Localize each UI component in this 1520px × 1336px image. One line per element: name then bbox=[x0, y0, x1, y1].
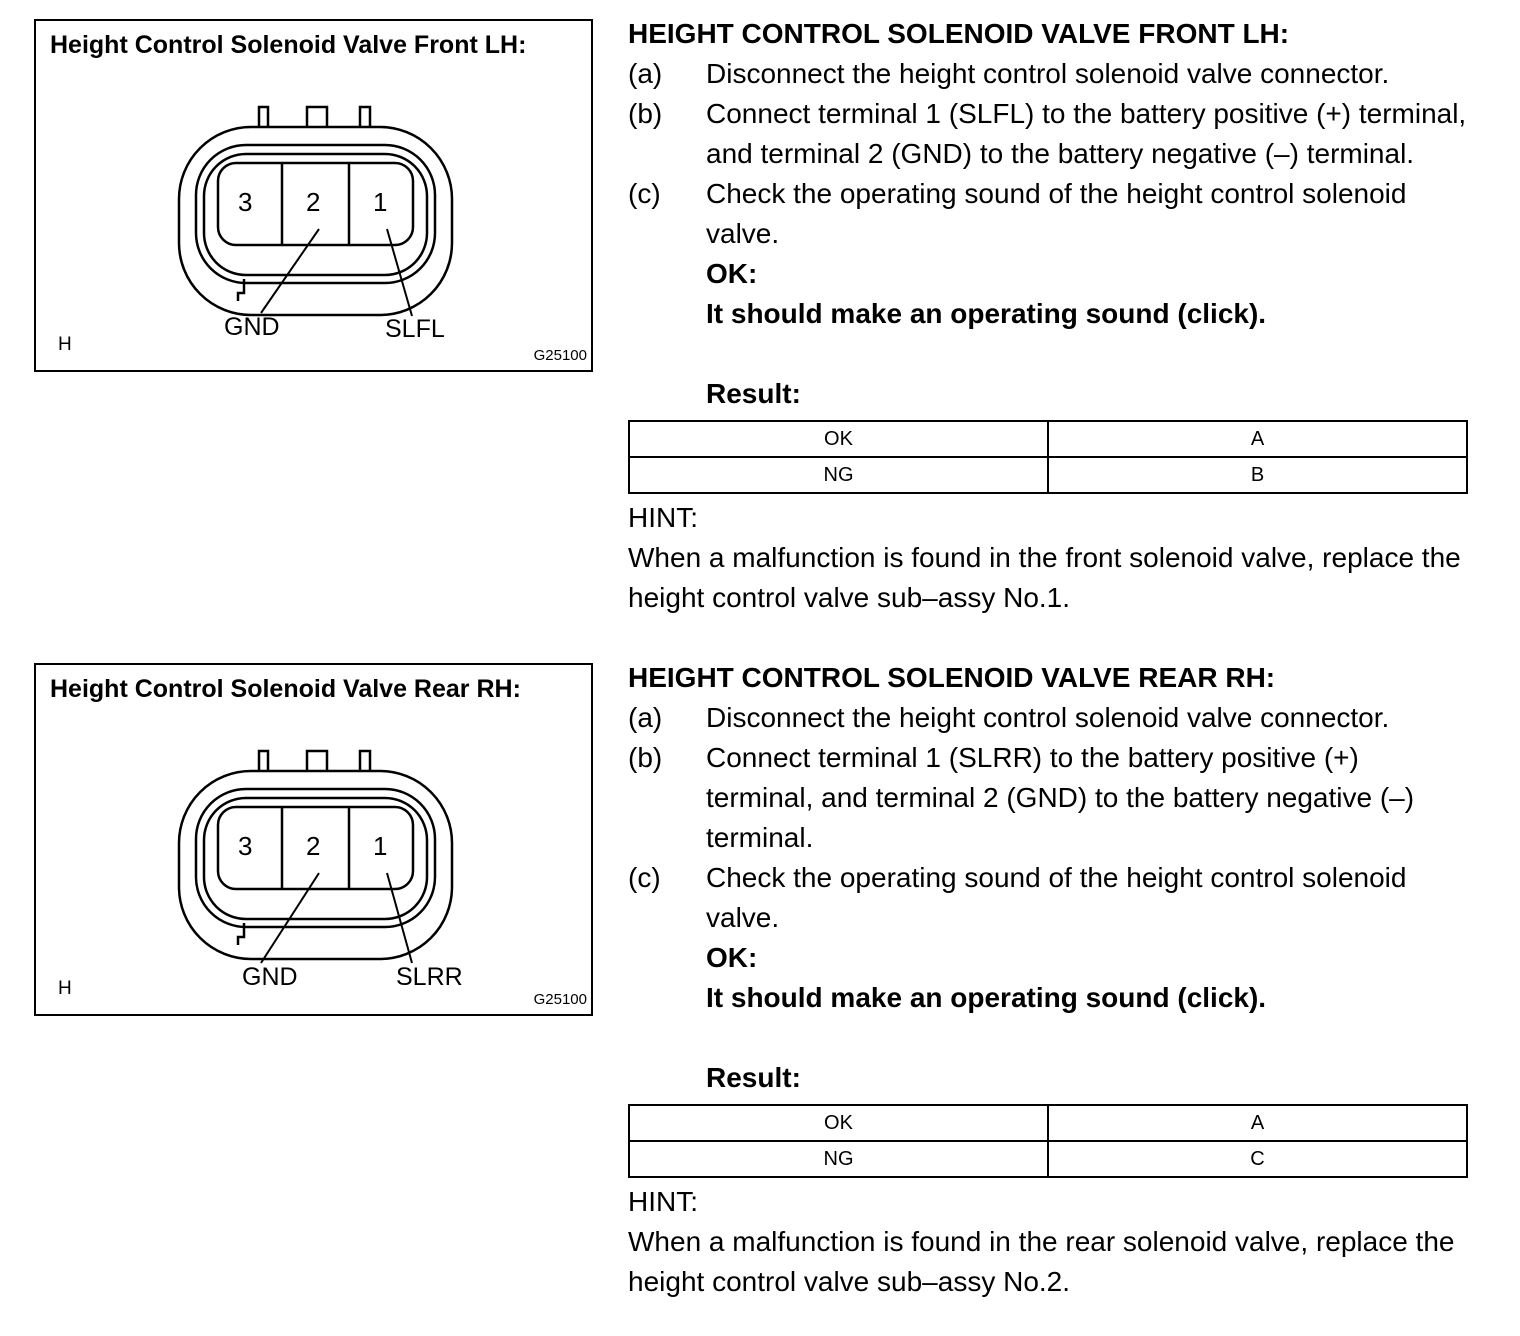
pin-3-label: 3 bbox=[238, 187, 253, 217]
table-cell: C bbox=[1048, 1141, 1467, 1177]
step-text: Disconnect the height control solenoid valve connector. bbox=[706, 702, 1390, 733]
table-cell: A bbox=[1048, 421, 1467, 457]
procedure-text bbox=[628, 14, 1468, 618]
pin-2-label: 2 bbox=[306, 831, 321, 861]
figure-code: G25100 bbox=[533, 991, 587, 1008]
pin-1-label: 1 bbox=[373, 831, 388, 861]
table-cell: NG bbox=[629, 1141, 1048, 1177]
table-row bbox=[629, 457, 1467, 493]
section-heading: HEIGHT CONTROL SOLENOID VALVE REAR RH: bbox=[628, 662, 1276, 693]
connector-figure bbox=[34, 19, 593, 372]
hint-title: HINT: bbox=[628, 502, 698, 533]
step-c bbox=[628, 174, 1468, 254]
table-row bbox=[629, 1141, 1467, 1177]
step-text: Check the operating sound of the height control solenoid valve. bbox=[706, 178, 1407, 249]
table-cell: B bbox=[1048, 457, 1467, 493]
result-title: Result: bbox=[706, 1062, 801, 1093]
slfl-label: SLFL bbox=[385, 315, 445, 343]
step-text: Connect terminal 1 (SLRR) to the battery positive (+) terminal, and terminal 2 (GND) to the battery negative (–) terminal. bbox=[706, 742, 1415, 853]
corner-mark: H bbox=[58, 334, 72, 355]
hint-text: When a malfunction is found in the rear solenoid valve, replace the height control valve sub–assy No.2. bbox=[628, 1226, 1455, 1297]
table-row bbox=[629, 421, 1467, 457]
step-label: (a) bbox=[628, 702, 663, 733]
connector-figure bbox=[34, 663, 593, 1016]
table-cell: A bbox=[1048, 1105, 1467, 1141]
step-a bbox=[628, 698, 1468, 738]
step-label: (c) bbox=[628, 862, 661, 893]
step-label: (a) bbox=[628, 58, 663, 89]
section-heading: HEIGHT CONTROL SOLENOID VALVE FRONT LH: bbox=[628, 18, 1290, 49]
procedure-text bbox=[628, 658, 1468, 1302]
step-b bbox=[628, 738, 1468, 858]
ok-label: OK: bbox=[706, 258, 758, 289]
step-b bbox=[628, 94, 1468, 174]
result-title: Result: bbox=[706, 378, 801, 409]
ok-text: It should make an operating sound (click). bbox=[706, 982, 1267, 1013]
step-label: (b) bbox=[628, 98, 663, 129]
gnd-label: GND bbox=[224, 313, 280, 341]
pin-2-label: 2 bbox=[306, 187, 321, 217]
result-table bbox=[628, 1104, 1468, 1178]
step-c bbox=[628, 858, 1468, 938]
figure-title: Height Control Solenoid Valve Rear RH: bbox=[50, 675, 521, 703]
step-text: Disconnect the height control solenoid valve connector. bbox=[706, 58, 1390, 89]
step-label: (c) bbox=[628, 178, 661, 209]
hint-text: When a malfunction is found in the front solenoid valve, replace the height control valve sub–assy No.1. bbox=[628, 542, 1461, 613]
table-cell: OK bbox=[629, 421, 1048, 457]
slrr-label: SLRR bbox=[396, 963, 463, 991]
gnd-label: GND bbox=[242, 963, 298, 991]
ok-text: It should make an operating sound (click). bbox=[706, 298, 1267, 329]
figure-title: Height Control Solenoid Valve Front LH: bbox=[50, 31, 527, 59]
figure-code: G25100 bbox=[533, 347, 587, 364]
pin-1-label: 1 bbox=[373, 187, 388, 217]
table-row bbox=[629, 1105, 1467, 1141]
table-cell: OK bbox=[629, 1105, 1048, 1141]
table-cell: NG bbox=[629, 457, 1048, 493]
step-text: Check the operating sound of the height control solenoid valve. bbox=[706, 862, 1407, 933]
hint-title: HINT: bbox=[628, 1186, 698, 1217]
step-text: Connect terminal 1 (SLFL) to the battery positive (+) terminal, and terminal 2 (GND) to the battery negative (–) terminal. bbox=[706, 98, 1467, 169]
result-table bbox=[628, 420, 1468, 494]
corner-mark: H bbox=[58, 978, 72, 999]
step-a bbox=[628, 54, 1468, 94]
ok-label: OK: bbox=[706, 942, 758, 973]
pin-3-label: 3 bbox=[238, 831, 253, 861]
step-label: (b) bbox=[628, 742, 663, 773]
